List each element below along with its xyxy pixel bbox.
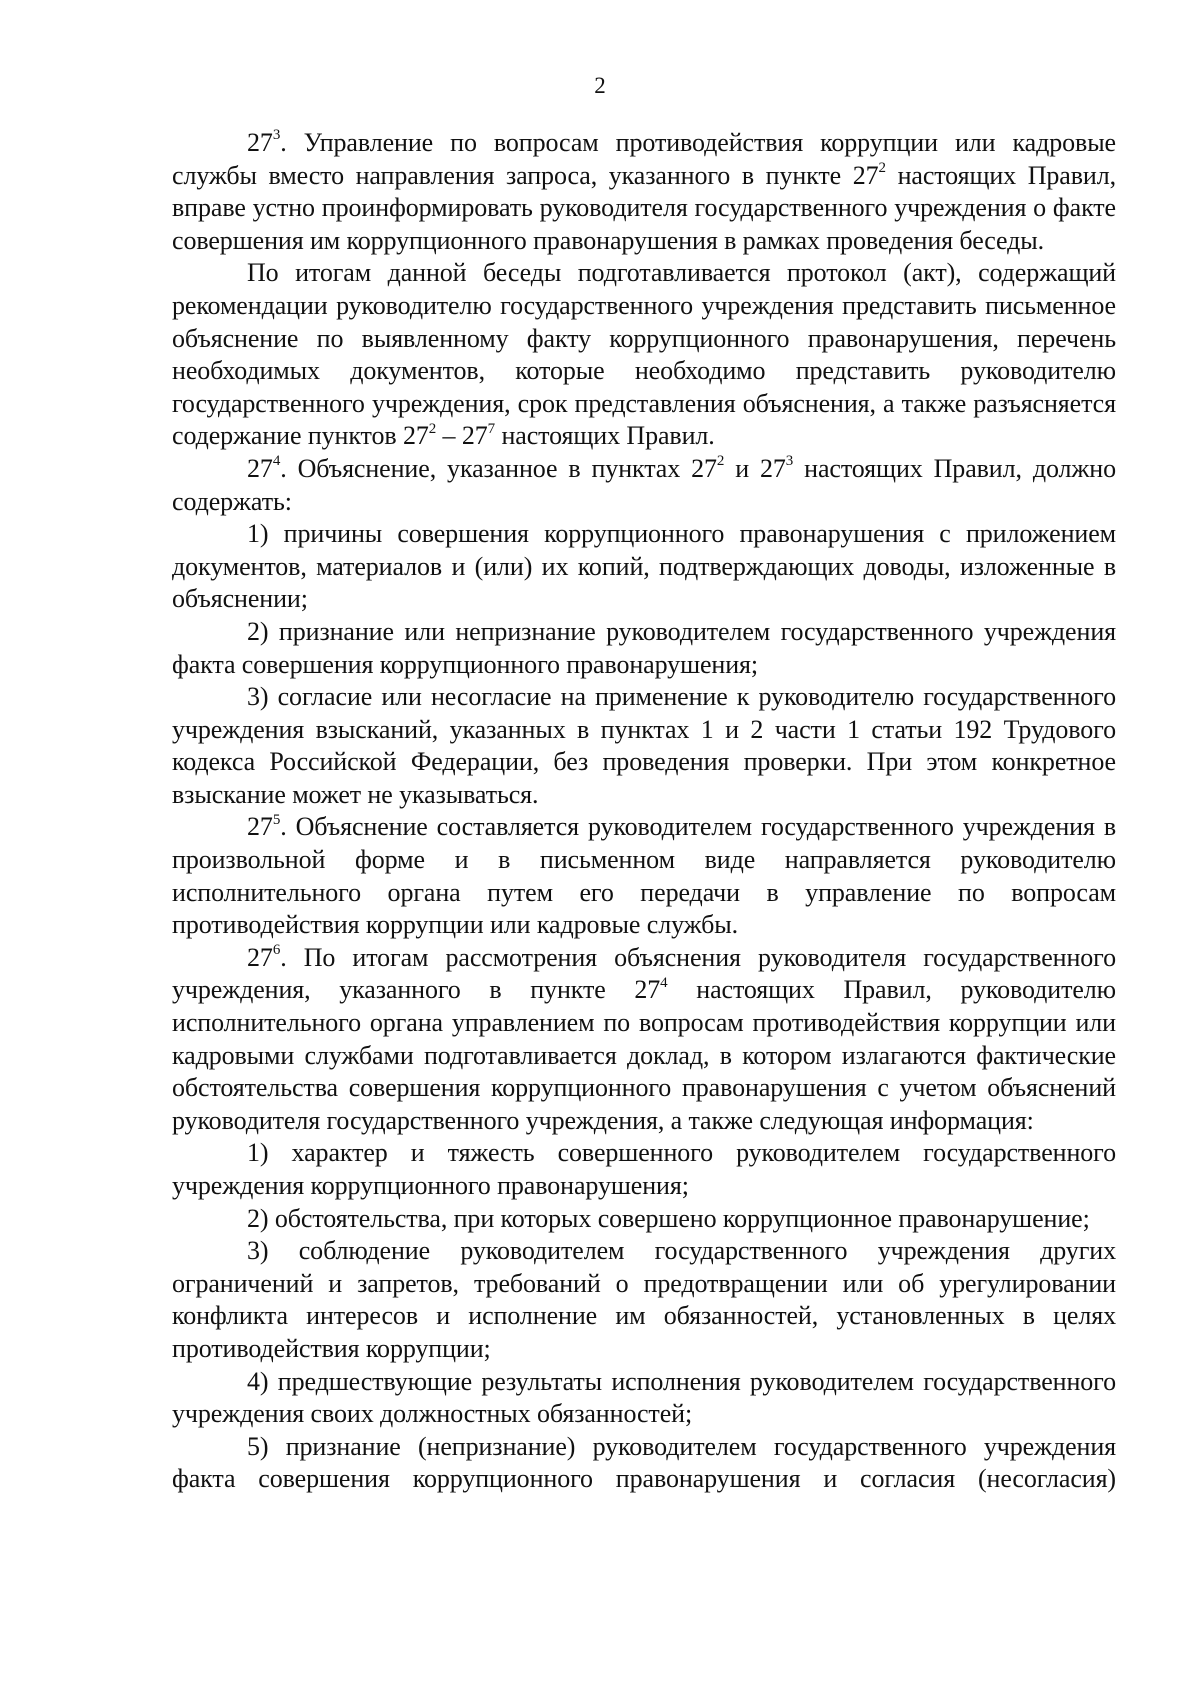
paragraph-27-6: $27^6$. По итогам рассмотрения объяснения руководителя государственного учреждения, указанного в пункте $27^4$ настоящих Правил, руководителю исполнительного органа управлением по вопросам противодействия коррупции или кадровыми службами подготавливается доклад, в котором излагаются фактические обстоятельства совершения коррупционного правонарушения с учетом объяснений руководителя государственного учреждения, а также следующая информация: [172,942,1117,1135]
list-item-1: 1) характер и тяжесть совершенного руководителем государственного учреждения коррупционного правонарушения; [172,1138,1116,1200]
paragraph-protocol: По итогам данной беседы подготавливается протокол (акт), содержащий рекомендации руководителю государственного учреждения представить письменное объяснение по выявленному факту коррупционного правонарушения, перечень необходимых документов, которые необходимо представить руководителю государственного учреждения, срок представления объяснения, а также разъясняется содержание пунктов $27^2 - 27^7$ настоящих Правил. [172,258,1116,451]
page-number: 2 [594,73,606,98]
list-item-4: 4) предшествующие результаты исполнения руководителем государственного учреждения своих должностных обязанностей; [172,1366,1116,1429]
list-item-5: 5) признание (непризнание) руководителем государственного учреждения факта совершения коррупционного правонарушения и согласия (несогласия) [172,1431,1116,1494]
list-item-3: 3) соблюдение руководителем государственного учреждения других ограничений и запретов, требований о предотвращении или об урегулировании конфликта интересов и исполнение им обязанностей, установленных в целях противодействия коррупции; [172,1236,1116,1363]
list-item-2: 2) обстоятельства, при которых совершено коррупционное правонарушение; [247,1203,1090,1233]
list-item-1: 1) причины совершения коррупционного правонарушения с приложением документов, материалов и (или) их копий, подтверждающих доводы, изложенные в объяснении; [172,519,1116,614]
list-item-3: 3) согласие или несогласие на применение к руководителю государственного учреждения взысканий, указанных в пунктах 1 и 2 части 1 статьи 192 Трудового кодекса Российской Федерации, без проведения проверки. При этом конкретное взыскание может не указываться. [172,682,1116,809]
paragraph-27-5: $27^5$. Объяснение составляется руководителем государственного учреждения в произвольной форме и в письменном виде направляется руководителю исполнительного органа путем его передачи в управление по вопросам противодействия коррупции или кадровые службы. [172,811,1116,940]
paragraph-27-4: $27^4$. Объяснение, указанное в пунктах $27^2$ и $27^3$ настоящих Правил, должно содержать: [172,453,1116,516]
list-item-2: 2) признание или непризнание руководителем государственного учреждения факта совершения коррупционного правонарушения; [172,616,1116,679]
paragraph-27-3: $27^3$. Управление по вопросам противодействия коррупции или кадровые службы вместо направления запроса, указанного в пункте $27^2$ настоящих Правил, вправе устно проинформировать руководителя государственного учреждения о факте совершения им коррупционного правонарушения в рамках проведения беседы. [172,127,1117,255]
document-body [172,127,1116,1496]
